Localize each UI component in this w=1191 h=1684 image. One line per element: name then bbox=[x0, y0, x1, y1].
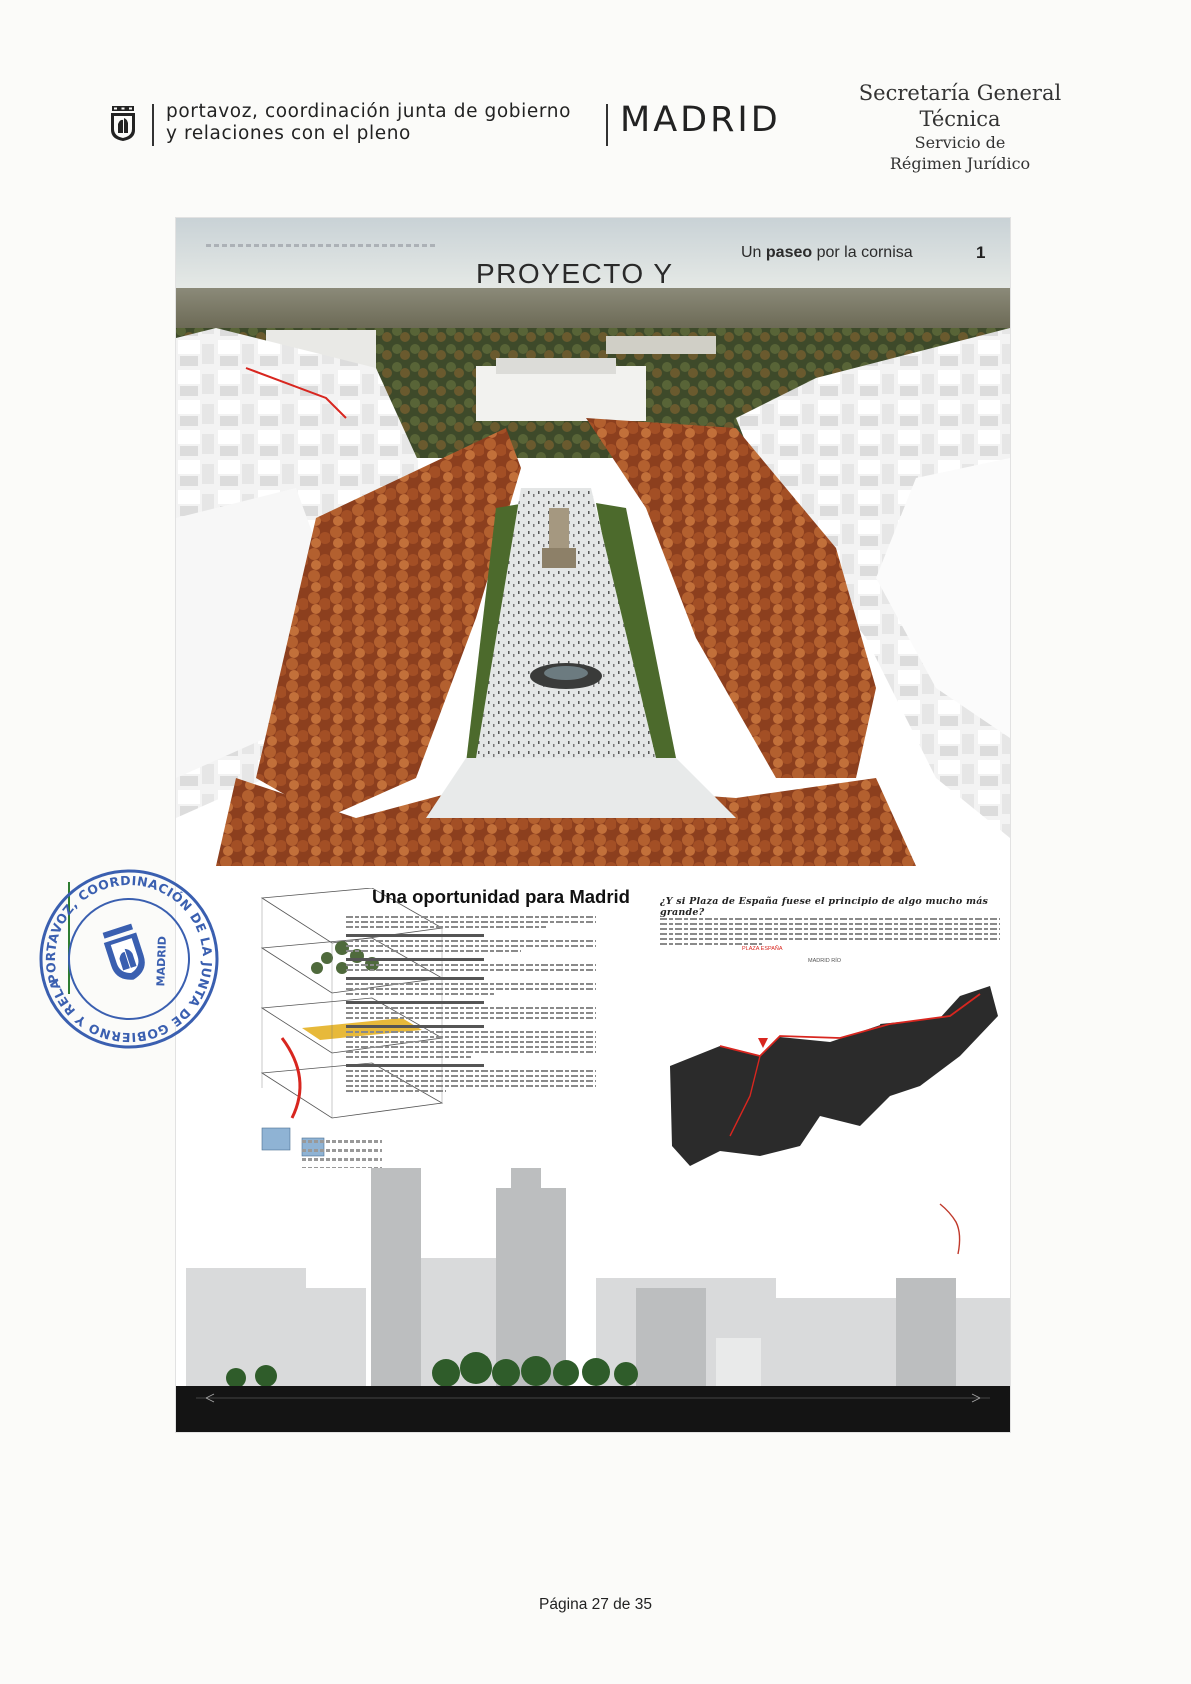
route-map bbox=[660, 976, 1000, 1176]
skyline-elevation bbox=[176, 1168, 1010, 1432]
sheet-number: 1 bbox=[976, 243, 986, 262]
subtitle-suffix: por la cornisa bbox=[812, 244, 913, 261]
office-line-4: Régimen Jurídico bbox=[889, 154, 1031, 173]
hero-caption-placeholder bbox=[206, 244, 436, 247]
official-stamp bbox=[36, 866, 222, 1052]
department-line-1: portavoz, coordinación junta de gobierno bbox=[166, 101, 571, 122]
poster-title: PROYECTO Y bbox=[476, 258, 674, 289]
city-wordmark: MADRID bbox=[620, 100, 781, 140]
page-number: Página 27 de 35 bbox=[539, 1596, 652, 1613]
project-poster bbox=[176, 218, 1010, 1432]
department-line-2: y relaciones con el pleno bbox=[166, 123, 411, 144]
section-title: Una oportunidad para Madrid bbox=[372, 886, 630, 907]
body-text-right bbox=[660, 918, 1000, 948]
map-label-plaza: PLAZA ESPAÑA bbox=[742, 946, 783, 952]
right-title-bold: Plaza de España bbox=[689, 896, 779, 907]
office-block bbox=[850, 80, 1070, 174]
letterhead-divider bbox=[152, 104, 154, 146]
right-title-suffix: fuese el principio de algo mucho más grande? bbox=[660, 896, 989, 918]
poster-subtitle bbox=[741, 244, 913, 262]
letterhead-divider bbox=[606, 104, 608, 146]
subtitle-prefix: Un bbox=[741, 244, 766, 261]
aerial-rendering bbox=[176, 218, 1010, 866]
right-section-title bbox=[660, 896, 1010, 918]
subtitle-bold: paseo bbox=[765, 244, 813, 261]
body-text-left bbox=[346, 916, 596, 1095]
stamp-center-text: MADRID bbox=[154, 935, 169, 987]
stamp-ring-text: PORTAVOZ, COORDINACIÓN DE LA JUNTA DE GOBIERNO Y RELACIONES bbox=[42, 872, 216, 1046]
office-line-2: Técnica bbox=[919, 107, 1001, 131]
department-name bbox=[166, 101, 571, 145]
madrid-coat-of-arms-icon bbox=[110, 106, 136, 142]
office-line-3: Servicio de bbox=[914, 133, 1006, 152]
office-line-1: Secretaría General bbox=[858, 81, 1062, 105]
map-label-rio: MADRID RÍO bbox=[808, 958, 841, 964]
right-title-prefix: ¿Y si bbox=[660, 896, 690, 907]
pen-mark bbox=[938, 1200, 968, 1260]
